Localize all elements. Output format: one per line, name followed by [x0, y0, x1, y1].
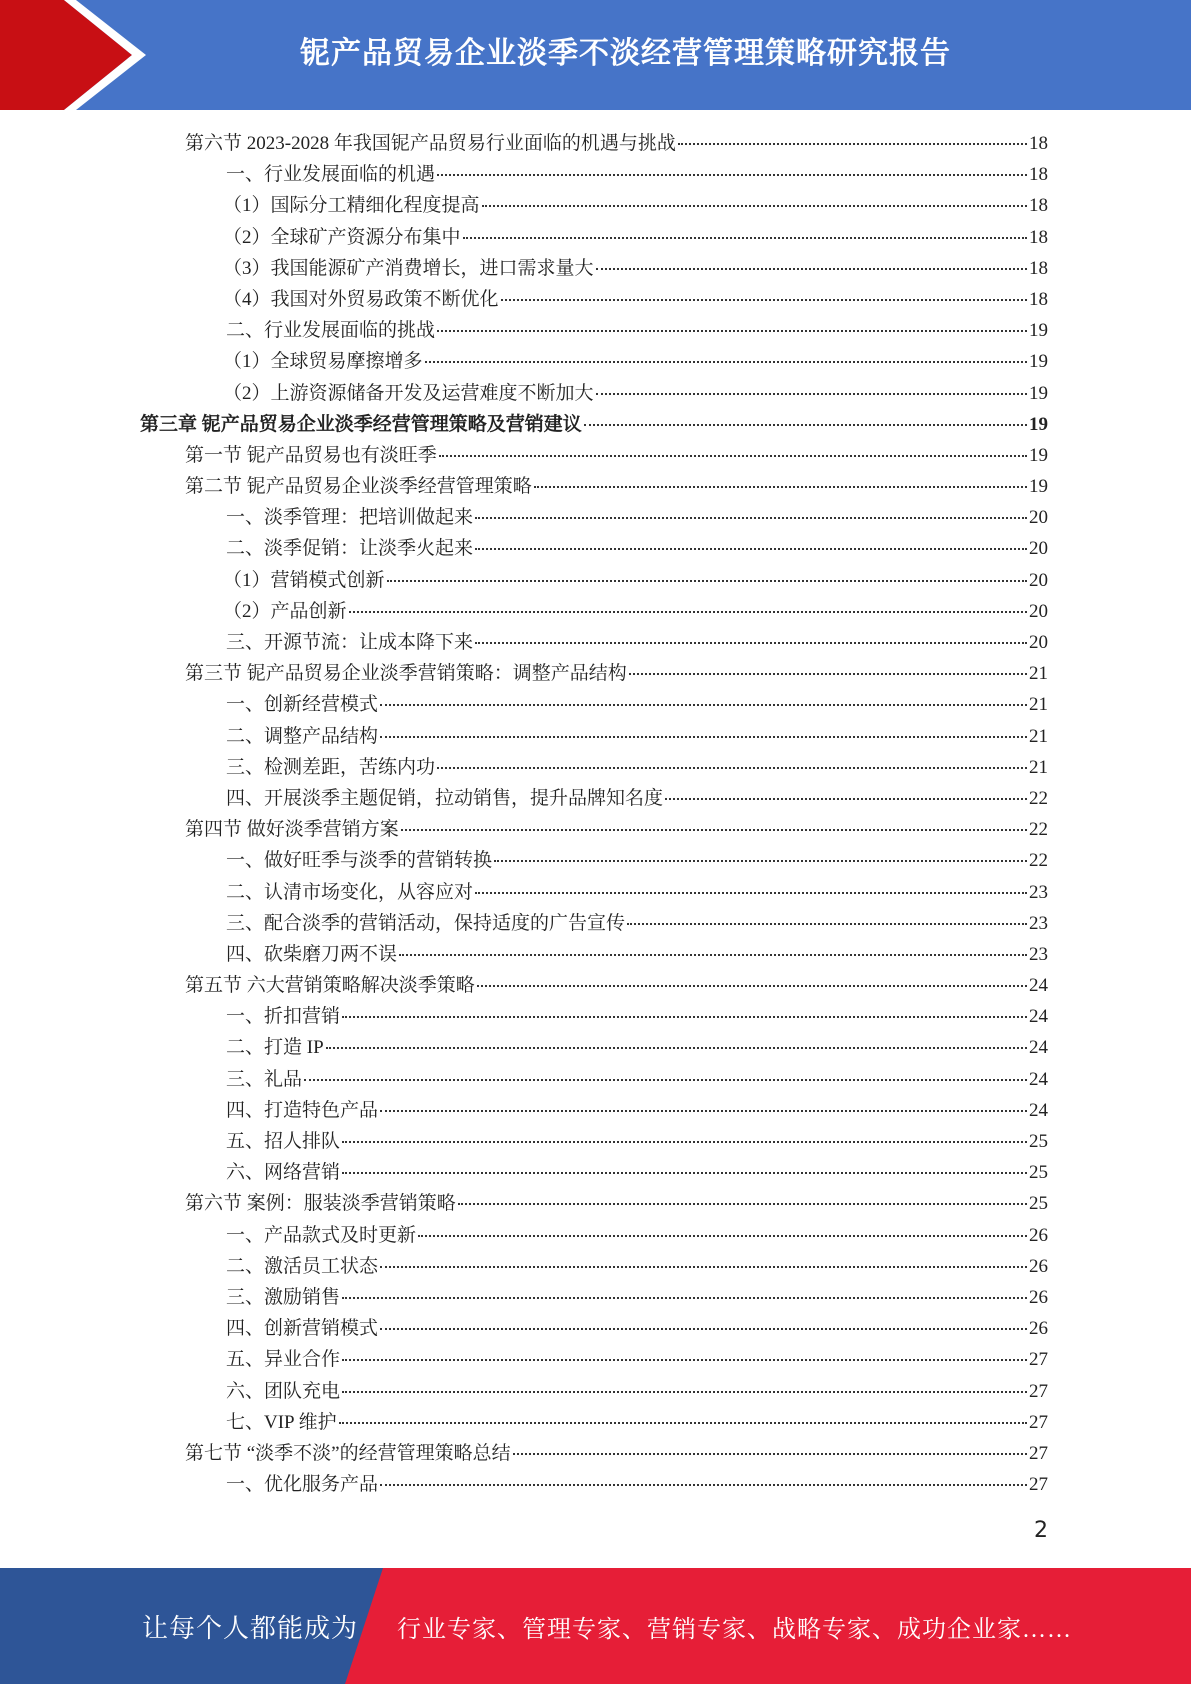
toc-entry-title: 第三章 铌产品贸易企业淡季经营管理策略及营销建议: [140, 413, 582, 435]
toc-entry-page: 21: [1029, 725, 1048, 747]
header-banner: [0, 0, 1191, 110]
toc-entry-page: 27: [1029, 1474, 1048, 1496]
toc-entry-page: 20: [1029, 600, 1048, 622]
toc-entry-title: 四、开展淡季主题促销，拉动销售，提升品牌知名度: [226, 787, 664, 809]
toc-entry-page: 21: [1029, 663, 1048, 685]
toc-entry-page: 19: [1029, 382, 1048, 404]
toc-entry-title: （3）我国能源矿产消费增长，进口需求量大: [223, 257, 594, 279]
toc-dot-leader: [342, 1359, 1027, 1361]
toc-entry[interactable]: [140, 689, 1048, 720]
toc-entry-title: 一、产品款式及时更新: [226, 1224, 417, 1246]
toc-dot-leader: [475, 548, 1027, 550]
toc-entry-page: 23: [1029, 881, 1048, 903]
toc-entry[interactable]: [140, 315, 1048, 346]
toc-entry-title: 一、优化服务产品: [226, 1474, 379, 1496]
toc-entry-page: 24: [1029, 1068, 1048, 1090]
toc-entry[interactable]: [140, 1126, 1048, 1157]
toc-entry-title: 四、砍柴磨刀两不误: [226, 943, 398, 965]
toc-entry-title: 第三节 铌产品贸易企业淡季营销策略：调整产品结构: [185, 663, 627, 685]
toc-dot-leader: [342, 1391, 1027, 1393]
toc-entry-page: 25: [1029, 1162, 1048, 1184]
toc-entry[interactable]: [140, 877, 1048, 908]
toc-entry-title: （1）营销模式创新: [223, 569, 385, 591]
toc-dot-leader: [387, 580, 1027, 582]
toc-dot-leader: [494, 860, 1027, 862]
toc-entry[interactable]: [140, 1251, 1048, 1282]
toc-entry[interactable]: [140, 970, 1048, 1001]
toc-entry-page: 18: [1029, 164, 1048, 186]
toc-entry-title: （4）我国对外贸易政策不断优化: [223, 288, 499, 310]
toc-entry-title: 三、激励销售: [226, 1286, 341, 1308]
toc-entry-title: 一、折扣营销: [226, 1006, 341, 1028]
toc-dot-leader: [349, 611, 1027, 613]
toc-entry-page: 24: [1029, 1099, 1048, 1121]
toc-entry-page: 18: [1029, 288, 1048, 310]
toc-dot-leader: [534, 486, 1027, 488]
toc-entry[interactable]: [140, 783, 1048, 814]
toc-entry-page: 26: [1029, 1318, 1048, 1340]
toc-entry-page: 18: [1029, 195, 1048, 217]
toc-entry-title: 第二节 铌产品贸易企业淡季经营管理策略: [185, 476, 532, 498]
toc-dot-leader: [304, 1079, 1027, 1081]
toc-entry-title: 一、淡季管理：把培训做起来: [226, 507, 474, 529]
toc-entry[interactable]: [140, 1188, 1048, 1219]
toc-entry[interactable]: [140, 1001, 1048, 1032]
page-number: 2: [1034, 1518, 1048, 1543]
toc-entry[interactable]: [140, 627, 1048, 658]
toc-entry[interactable]: [140, 159, 1048, 190]
toc-dot-leader: [418, 1235, 1027, 1237]
toc-entry[interactable]: [140, 409, 1048, 440]
toc-entry-page: 19: [1029, 413, 1048, 435]
toc-dot-leader: [665, 798, 1027, 800]
toc-entry-page: 22: [1029, 850, 1048, 872]
toc-entry-title: 二、认清市场变化，从容应对: [226, 881, 474, 903]
toc-entry-title: 一、行业发展面临的机遇: [226, 164, 436, 186]
toc-dot-leader: [380, 1266, 1027, 1268]
toc-entry-page: 27: [1029, 1349, 1048, 1371]
toc-dot-leader: [399, 954, 1027, 956]
toc-dot-leader: [380, 704, 1027, 706]
toc-entry-title: 六、网络营销: [226, 1162, 341, 1184]
toc-dot-leader: [678, 143, 1027, 145]
toc-dot-leader: [482, 205, 1027, 207]
toc-entry-title: 二、行业发展面临的挑战: [226, 320, 436, 342]
toc-dot-leader: [437, 767, 1027, 769]
toc-entry[interactable]: [140, 565, 1048, 596]
toc-entry-page: 20: [1029, 569, 1048, 591]
toc-entry-page: 24: [1029, 1006, 1048, 1028]
toc-entry-page: 19: [1029, 320, 1048, 342]
toc-entry-title: 三、配合淡季的营销活动，保持适度的广告宣传: [226, 912, 626, 934]
toc-entry-title: （2）上游资源储备开发及运营难度不断加大: [223, 382, 594, 404]
toc-entry-page: 22: [1029, 819, 1048, 841]
toc-entry[interactable]: [140, 658, 1048, 689]
toc-entry-title: 第四节 做好淡季营销方案: [185, 819, 399, 841]
toc-entry-title: （2）全球矿产资源分布集中: [223, 226, 461, 248]
toc-entry[interactable]: [140, 1376, 1048, 1407]
toc-dot-leader: [475, 517, 1027, 519]
toc-dot-leader: [339, 1422, 1027, 1424]
toc-entry[interactable]: [140, 1313, 1048, 1344]
toc-entry[interactable]: [140, 284, 1048, 315]
toc-entry-title: 一、做好旺季与淡季的营销转换: [226, 850, 493, 872]
toc-entry[interactable]: [140, 814, 1048, 845]
toc-entry[interactable]: [140, 440, 1048, 471]
toc-entry-title: 二、调整产品结构: [226, 725, 379, 747]
toc-entry[interactable]: [140, 1032, 1048, 1063]
table-of-contents: [140, 128, 1048, 1500]
toc-entry-page: 25: [1029, 1193, 1048, 1215]
toc-entry-page: 18: [1029, 257, 1048, 279]
toc-entry-page: 27: [1029, 1442, 1048, 1464]
toc-entry-page: 25: [1029, 1131, 1048, 1152]
toc-entry-title: 第五节 六大营销策略解决淡季策略: [185, 975, 475, 997]
toc-dot-leader: [437, 174, 1027, 176]
footer-slogan-left: 让每个人都能成为: [142, 1613, 359, 1643]
toc-entry[interactable]: [140, 346, 1048, 377]
toc-dot-leader: [596, 268, 1027, 270]
toc-entry[interactable]: [140, 845, 1048, 876]
toc-dot-leader: [458, 1203, 1027, 1205]
toc-entry[interactable]: [140, 502, 1048, 533]
toc-dot-leader: [380, 736, 1027, 738]
toc-dot-leader: [342, 1172, 1027, 1174]
toc-entry-page: 23: [1029, 943, 1048, 965]
toc-dot-leader: [501, 299, 1027, 301]
toc-entry[interactable]: [140, 752, 1048, 783]
toc-entry[interactable]: [140, 1344, 1048, 1375]
toc-entry-page: 27: [1029, 1411, 1048, 1433]
toc-entry-page: 24: [1029, 1037, 1048, 1059]
toc-entry-title: 六、团队充电: [226, 1380, 341, 1402]
toc-entry[interactable]: [140, 471, 1048, 502]
toc-entry-title: 第七节 “淡季不淡”的经营管理策略总结: [185, 1442, 511, 1464]
toc-dot-leader: [401, 829, 1027, 831]
toc-entry-title: 二、淡季促销：让淡季火起来: [226, 538, 474, 560]
toc-dot-leader: [439, 455, 1027, 457]
footer-banner: [0, 1568, 1191, 1684]
toc-entry-title: 三、检测差距，苦练内功: [226, 756, 436, 778]
toc-entry-title: 四、创新营销模式: [226, 1318, 379, 1340]
toc-entry[interactable]: [140, 1282, 1048, 1313]
toc-entry[interactable]: [140, 1438, 1048, 1469]
toc-entry[interactable]: [140, 378, 1048, 409]
toc-entry[interactable]: [140, 596, 1048, 627]
toc-dot-leader: [380, 1110, 1027, 1112]
toc-dot-leader: [342, 1297, 1027, 1299]
toc-entry-title: 第六节 2023-2028 年我国铌产品贸易行业面临的机遇与挑战: [185, 133, 676, 154]
toc-dot-leader: [477, 985, 1027, 987]
toc-entry-title: 三、开源节流：让成本降下来: [226, 632, 474, 653]
toc-dot-leader: [380, 1484, 1027, 1486]
toc-entry-title: 五、招人排队: [226, 1131, 341, 1152]
toc-entry-title: 二、打造 IP: [226, 1037, 324, 1059]
toc-dot-leader: [326, 1047, 1027, 1049]
toc-entry[interactable]: [140, 128, 1048, 159]
toc-entry[interactable]: [140, 1407, 1048, 1438]
toc-dot-leader: [475, 642, 1027, 644]
toc-entry-title: （1）全球贸易摩擦增多: [223, 351, 423, 373]
toc-entry[interactable]: [140, 533, 1048, 564]
toc-entry-title: 四、打造特色产品: [226, 1099, 379, 1121]
toc-entry-page: 19: [1029, 476, 1048, 498]
toc-entry[interactable]: [140, 222, 1048, 253]
toc-entry-page: 18: [1029, 133, 1048, 154]
toc-entry-page: 27: [1029, 1380, 1048, 1402]
toc-entry[interactable]: [140, 1220, 1048, 1251]
toc-entry[interactable]: [140, 908, 1048, 939]
toc-entry-page: 26: [1029, 1286, 1048, 1308]
toc-entry-page: 20: [1029, 538, 1048, 560]
toc-dot-leader: [596, 393, 1027, 395]
toc-entry[interactable]: [140, 1157, 1048, 1188]
report-title: 铌产品贸易企业淡季不淡经营管理策略研究报告: [300, 36, 951, 71]
footer-slogan-right: 行业专家、管理专家、营销专家、战略专家、成功企业家……: [397, 1616, 1072, 1643]
toc-entry-page: 19: [1029, 444, 1048, 466]
toc-entry-page: 20: [1029, 632, 1048, 653]
toc-dot-leader: [584, 424, 1027, 426]
toc-entry-page: 24: [1029, 975, 1048, 997]
toc-entry-page: 26: [1029, 1224, 1048, 1246]
toc-dot-leader: [425, 361, 1027, 363]
toc-entry-title: 三、礼品: [226, 1068, 303, 1090]
toc-entry-page: 23: [1029, 912, 1048, 934]
toc-dot-leader: [463, 237, 1027, 239]
toc-entry[interactable]: [140, 721, 1048, 752]
toc-entry-title: 七、VIP 维护: [226, 1411, 337, 1433]
toc-entry-page: 19: [1029, 351, 1048, 373]
toc-entry[interactable]: [140, 190, 1048, 221]
toc-dot-leader: [513, 1453, 1027, 1455]
toc-entry[interactable]: [140, 1469, 1048, 1500]
toc-entry-title: 五、异业合作: [226, 1349, 341, 1371]
toc-entry[interactable]: [140, 1095, 1048, 1126]
toc-dot-leader: [380, 1328, 1027, 1330]
toc-entry[interactable]: [140, 1064, 1048, 1095]
toc-entry[interactable]: [140, 939, 1048, 970]
toc-dot-leader: [437, 330, 1027, 332]
toc-entry-title: （2）产品创新: [223, 600, 347, 622]
toc-entry-title: 二、激活员工状态: [226, 1255, 379, 1277]
toc-dot-leader: [627, 923, 1027, 925]
toc-entry[interactable]: [140, 253, 1048, 284]
toc-entry-page: 18: [1029, 226, 1048, 248]
toc-entry-title: 第六节 案例：服装淡季营销策略: [185, 1193, 456, 1215]
toc-entry-title: （1）国际分工精细化程度提高: [223, 195, 480, 217]
toc-entry-page: 21: [1029, 694, 1048, 716]
toc-entry-title: 第一节 铌产品贸易也有淡旺季: [185, 444, 437, 466]
toc-entry-page: 26: [1029, 1255, 1048, 1277]
toc-dot-leader: [629, 673, 1027, 675]
toc-entry-page: 20: [1029, 507, 1048, 529]
toc-entry-title: 一、创新经营模式: [226, 694, 379, 716]
toc-dot-leader: [475, 892, 1027, 894]
toc-entry-page: 22: [1029, 787, 1048, 809]
toc-entry-page: 21: [1029, 756, 1048, 778]
toc-dot-leader: [342, 1016, 1027, 1018]
toc-dot-leader: [342, 1141, 1027, 1143]
